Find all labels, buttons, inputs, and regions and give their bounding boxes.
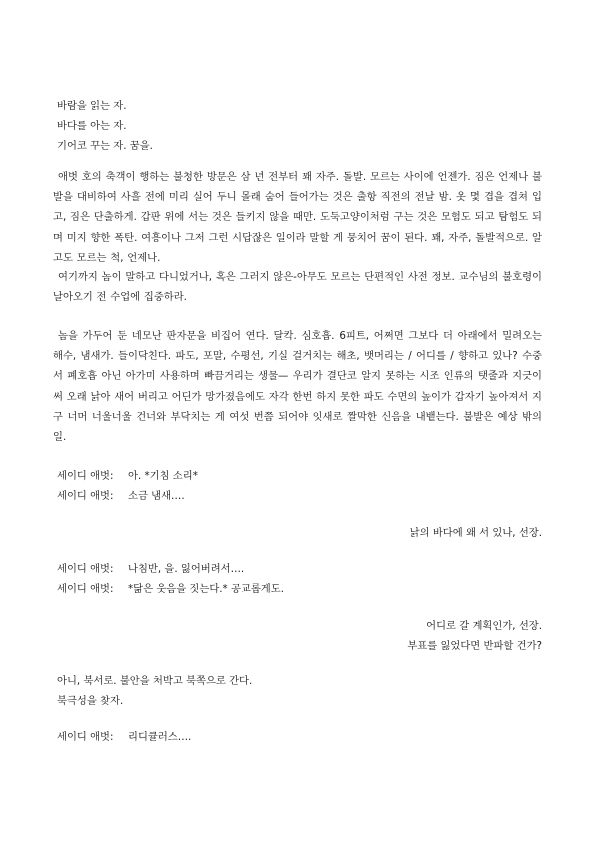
dialogue-line: 리디큘러스….	[128, 731, 192, 743]
poem-line: 바다를 아는 자.	[57, 120, 127, 132]
speaker-name: 세이디 애벗:	[57, 583, 114, 595]
poem-line: 기어코 꾸는 자. 꿈을.	[57, 140, 153, 152]
body-paragraph: 애벗 호의 축객이 행하는 불청한 방문은 삼 년 전부터 꽤 자주. 돌발. 모르는 사이에 언젠가. 짐은 언제나 불발을 대비하여 사흘 전에 미리 실어 두니 몰래 숨어 들어가는 것은 출항 직전의 전날 밤. 옷 몇 겹을 겹쳐 입고, 짐은 단출하게. 갑판 위에 서는 것은 들키지 않을 때만. 도둑고양이처럼 구는 것은 모험도 되고 탐험도 되며 미지 향한 폭탄. 여흥이나 그저 그런 시답잖은 일이라 말할 게 뭉치어 꿈이 된다. 꽤, 자주, 돌발적으로. 알고도 모르는 척, 언제나.	[53, 171, 542, 264]
right-aligned-line: 부표를 잃었다면 반파할 건가?	[407, 640, 542, 652]
speaker-name: 세이디 애벗:	[57, 731, 114, 743]
poem-line: 바람을 읽는 자.	[57, 100, 127, 112]
speaker-name: 세이디 애벗:	[57, 490, 114, 502]
body-paragraph: 놈을 가두어 둔 네모난 판자문을 비집어 연다. 달칵. 심호흡. 6피트, 어쩌면 그보다 더 아래에서 밀려오는 해수, 냄새가. 들이닥친다. 파도, 포말, 수평선, 기실 걸거치는 해초, 뱃머리는 / 어디를 / 향하고 있나? 수중서 폐호흡 아닌 아가미 사용하며 빠끔거리는 생물— 우리가 결단코 알지 못하는 시조 인류의 탯줄과 지긋이 써 오래 낡아 새어 버리고 어딘가 망가졌음에도 자각 한번 하지 못한 파도 수면의 높이가 갑자기 높아져서 지구 너머 너울너울 건너와 부닥치는 게 여섯 번쯤 되어야 잇새로 짤막한 신음을 내뱉는다. 불발은 예상 밖의 일.	[53, 330, 542, 444]
reply-line: 아니, 북서로. 불안을 처박고 북쪽으로 간다.	[57, 675, 253, 687]
right-aligned-line: 낡의 바다에 왜 서 있나, 선장.	[409, 527, 542, 539]
reply-line: 북극성을 찾자.	[57, 695, 124, 707]
dialogue-line: 아. *기침 소리*	[128, 470, 198, 482]
dialogue-line: *닮은 웃음을 짓는다.* 공교롭게도.	[128, 583, 284, 595]
body-paragraph: 여기까지 놈이 말하고 다니었거나, 혹은 그러지 않은-아무도 모르는 단편적인 사전 정보. 교수님의 불호령이 날아오기 전 수업에 집중하라.	[53, 271, 542, 304]
dialogue-line: 나침반, 을. 잃어버려서….	[128, 563, 245, 575]
right-aligned-line: 어디로 갈 계획인가, 선장.	[426, 620, 542, 632]
speaker-name: 세이디 애벗:	[57, 470, 114, 482]
dialogue-line: 소금 냄새….	[128, 490, 185, 502]
speaker-name: 세이디 애벗:	[57, 563, 114, 575]
